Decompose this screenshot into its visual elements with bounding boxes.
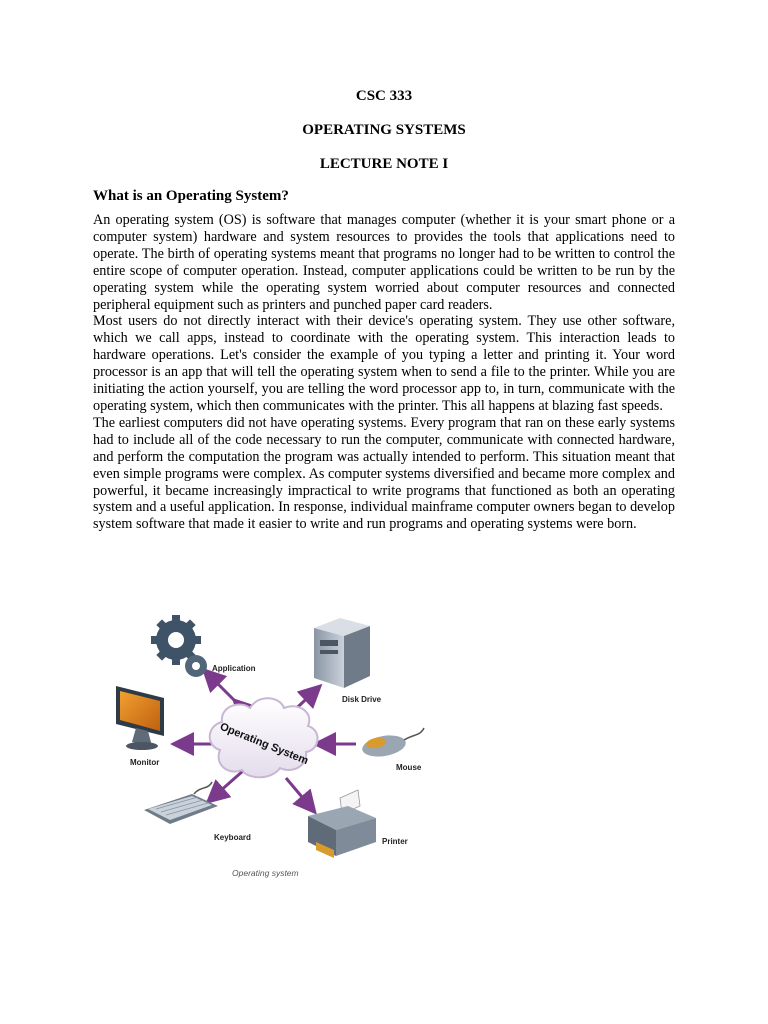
paragraph-2: Most users do not directly interact with their device's operating system. They use other software, which we call apps, instead to coordinate with the operating system. This interaction leads to hardware operations. Let's consider the example of you typing a letter and printing it. Your word processor is an app that will tell the operating system when to send a file to the printer. While you are initiating the action yourself, you are telling the word processor app to, in turn, communicate with the operating system, which then communicates with the printer. This all happens at blazing fast speeds. [93,313,675,414]
course-code: CSC 333 [355,88,413,104]
os-diagram-figure [108,610,438,885]
lecture-title: LECTURE NOTE I [319,156,449,172]
arrow-application [206,672,236,702]
course-title: OPERATING SYSTEMS [302,122,466,138]
gear-icon [151,615,207,677]
operating-system-cloud [210,698,318,777]
application-label: Application [212,664,256,673]
disk-drive-label: Disk Drive [342,695,382,704]
mouse-label: Mouse [396,763,422,772]
monitor-icon [116,686,164,750]
arrow-printer [286,778,313,810]
printer-label: Printer [382,837,408,846]
keyboard-icon [144,782,218,824]
printer-icon [308,790,376,858]
arrow-keyboard [210,770,244,800]
cloud-label: Operating System [218,720,310,768]
paragraph-1: An operating system (OS) is software that manages computer (whether it is your smart phone or a computer system) hardware and system resources to provides the tools that applications need to operate. The birth of operating systems meant that programs no longer had to be written to control the entire scope of computer operation. Instead, computer applications could be written to be run by the operating system while the operating system worried about computer resources and connected peripheral equipment such as printers and punched paper card readers. [93,212,675,313]
disk-drive-icon [314,618,370,688]
paragraph-3: The earliest computers did not have operating systems. Every program that ran on these early systems had to include all of the code necessary to run the computer, communicate with connected hardware, and perform the computation the program was actually intended to perform. This situation meant that even simple programs were complex. As computer systems diversified and became more complex and powerful, it became increasingly impractical to write programs that functioned as both an operating system and a useful application. In response, individual mainframe computer owners began to develop system software that made it easier to write and run programs and operating systems were born. [93,414,675,533]
figure-caption: Operating system [232,868,299,878]
body-text [93,212,675,533]
keyboard-label: Keyboard [214,833,251,842]
section-heading: What is an Operating System? [93,188,289,204]
monitor-label: Monitor [130,758,160,767]
os-diagram [108,610,438,885]
mouse-icon [361,728,424,760]
